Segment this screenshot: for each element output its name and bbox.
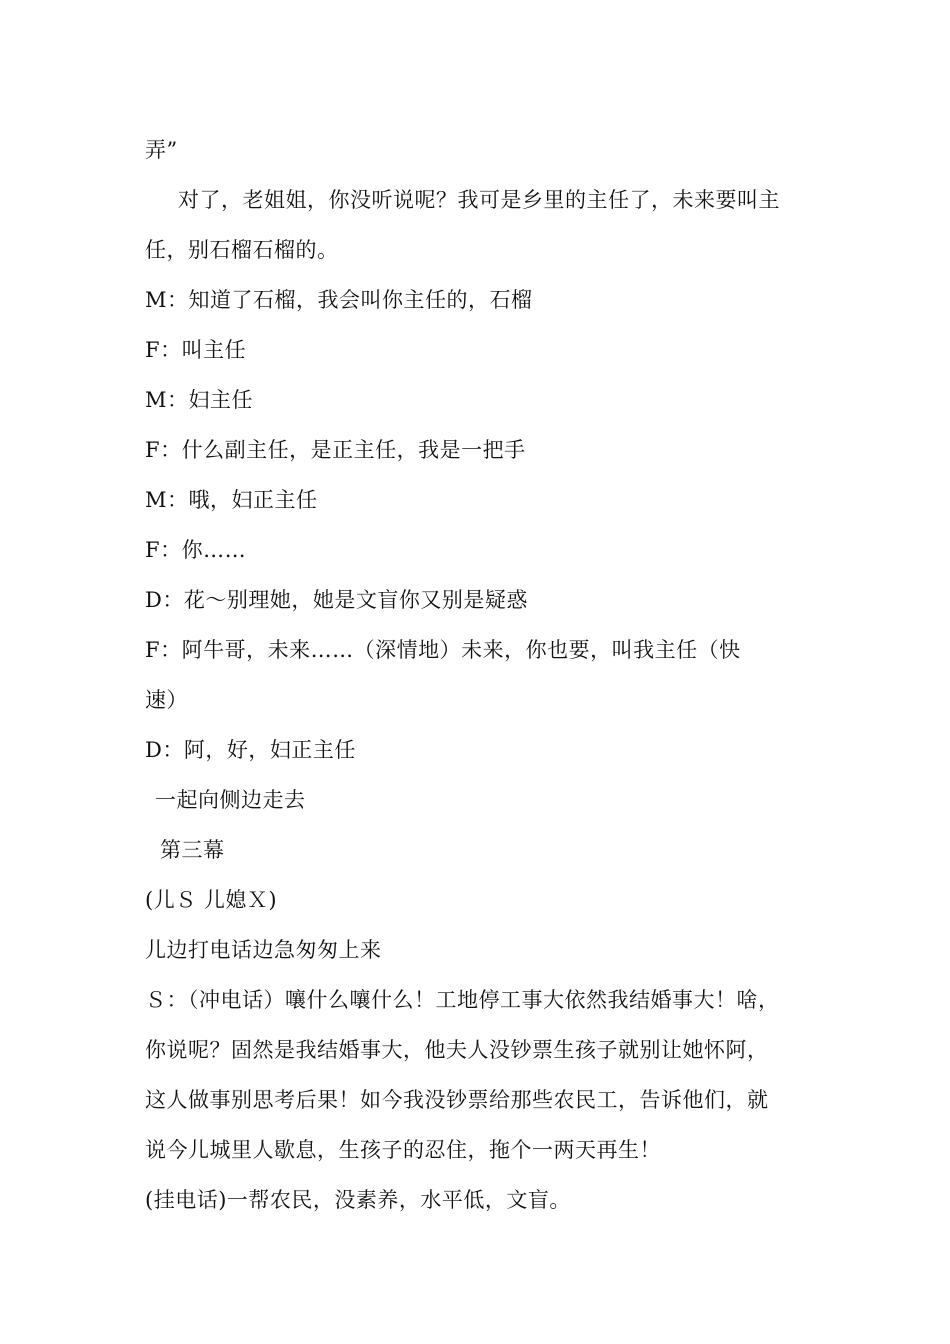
- dialogue-line: M：哦，妇正主任: [145, 488, 318, 512]
- dialogue-line: D：花～别理她，她是文盲你又别是疑惑: [145, 588, 528, 612]
- dialogue-line: F：什么副主任，是正主任，我是一把手: [145, 438, 526, 462]
- text-line: 你说呢？固然是我结婚事大，他夫人没钞票生孩子就别让她怀阿，: [145, 1038, 769, 1062]
- text-line: 说今儿城里人歇息，生孩子的忍住，拖个一两天再生！: [145, 1138, 661, 1162]
- dialogue-line: M：知道了石榴，我会叫你主任的，石榴: [145, 288, 533, 312]
- cast-note: (儿Ｓ 儿媳Ｘ): [145, 888, 278, 912]
- dialogue-line: F：阿牛哥，未来……（深情地）未来，你也要，叫我主任（快: [145, 638, 741, 662]
- text-line: (挂电话)一帮农民，没素养，水平低，文盲。: [145, 1188, 571, 1212]
- dialogue-line: M：妇主任: [145, 388, 254, 412]
- stage-direction: 一起向侧边走去: [155, 788, 306, 812]
- dialogue-line: Ｓ：（冲电话）嚷什么嚷什么！工地停工事大依然我结婚事大！啥，: [145, 988, 780, 1012]
- text-line: 弄”: [145, 138, 178, 162]
- dialogue-line: F：你……: [145, 538, 247, 562]
- text-line: 这人做事别思考后果！如今我没钞票给那些农民工，告诉他们，就: [145, 1088, 769, 1112]
- text-line: 速）: [145, 688, 188, 712]
- dialogue-line: D：阿，好，妇正主任: [145, 738, 356, 762]
- stage-direction: 儿边打电话边急匆匆上来: [145, 938, 382, 962]
- text-line: 任，别石榴石榴的。: [145, 238, 339, 262]
- dialogue-line: F：叫主任: [145, 338, 247, 362]
- text-line: 对了，老姐姐，你没听说呢？我可是乡里的主任了，未来要叫主: [178, 188, 780, 212]
- act-heading: 第三幕: [160, 838, 225, 862]
